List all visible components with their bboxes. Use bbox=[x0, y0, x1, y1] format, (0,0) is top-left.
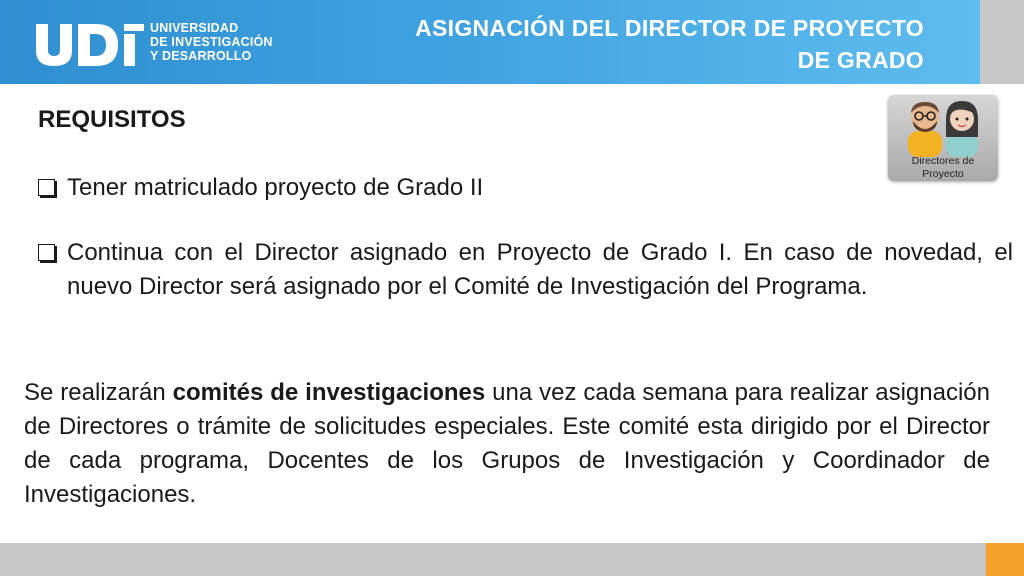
list-item bbox=[38, 236, 1024, 340]
committee-paragraph bbox=[24, 376, 990, 512]
page-title: ASIGNACIÓN DEL DIRECTOR DE PROYECTO DE GRADO bbox=[415, 15, 924, 73]
list-item-text: Continua con el Director asignado en Proyecto de Grado I. En caso de novedad, el nuevo Director será asignado por el Comité de Investigación del Programa. bbox=[67, 239, 1013, 300]
header-side-block bbox=[980, 0, 1024, 84]
header-bar bbox=[0, 0, 980, 84]
list-item bbox=[38, 171, 1024, 205]
checkbox-bullet-icon bbox=[38, 179, 55, 196]
checkbox-bullet-icon bbox=[38, 244, 55, 261]
footer-accent bbox=[986, 543, 1024, 576]
directors-icon bbox=[900, 97, 986, 157]
paragraph-text-end: una vez cada semana para realizar asignación de Directores o trámite de solicitudes especiales. Este comité esta dirigido por el Director de cada programa, Docentes de los Grupos de Investigación y Coordinador de Investigaciones. bbox=[24, 379, 991, 508]
institution-name: UNIVERSIDAD DE INVESTIGACIÓN Y DESARROLLO bbox=[150, 21, 273, 63]
footer-bar bbox=[0, 543, 986, 576]
section-title: REQUISITOS bbox=[38, 106, 186, 133]
badge-label: Directores de Proyecto bbox=[911, 155, 975, 180]
directors-badge bbox=[888, 95, 998, 181]
paragraph-bold-text: comités de investigaciones bbox=[172, 379, 486, 406]
udi-logo bbox=[34, 20, 146, 66]
paragraph-text-start: Se realizarán bbox=[24, 379, 173, 406]
list-item-text: Tener matriculado proyecto de Grado II bbox=[67, 174, 484, 201]
